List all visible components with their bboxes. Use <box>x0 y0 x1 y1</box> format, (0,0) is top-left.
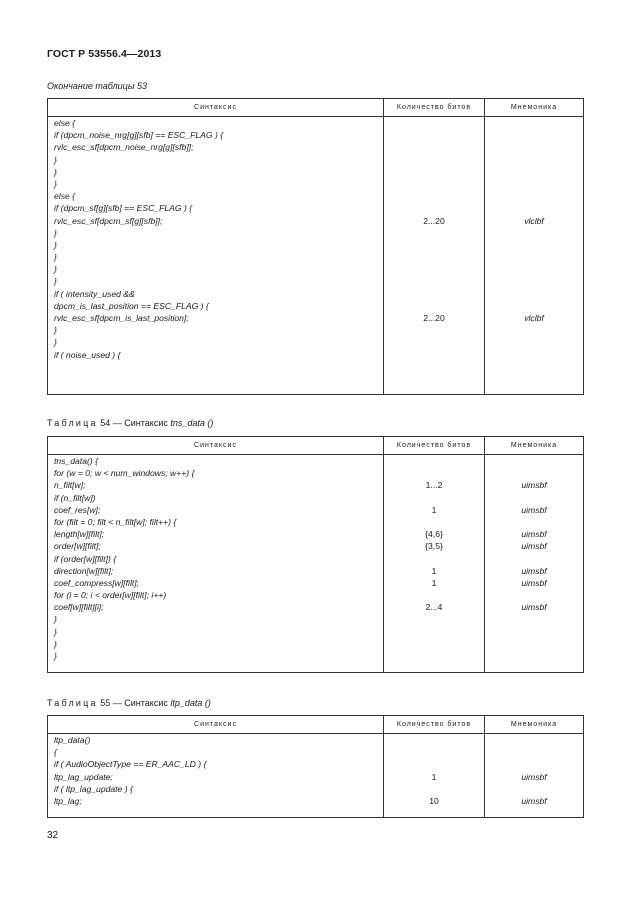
document-header: ГОСТ Р 53556.4—2013 <box>47 48 162 60</box>
table55-caption-prefix: Таблица <box>47 698 98 708</box>
mnemonic-value <box>485 455 583 467</box>
syntax-line: for (w = 0; w < num_windows; w++) { <box>54 468 195 479</box>
mnemonic-value <box>485 336 583 348</box>
table53-caption-text: Окончание таблицы 53 <box>47 81 147 91</box>
mnemonic-value: uimsbf <box>521 541 547 552</box>
mnemonic-value <box>485 117 583 129</box>
mnemonic-value <box>485 613 583 625</box>
bits-value <box>384 129 484 141</box>
table54-caption-dash: — Синтаксис <box>112 418 168 428</box>
bits-value <box>384 239 484 251</box>
bits-value: 2...20 <box>423 215 445 226</box>
table54-caption-prefix: Таблица <box>47 418 98 428</box>
mnemonic-value <box>485 190 583 202</box>
bits-value <box>384 178 484 190</box>
syntax-line: } <box>54 154 57 165</box>
bits-value <box>384 202 484 214</box>
bits-value <box>384 263 484 275</box>
bits-cell <box>384 734 485 818</box>
mnemonic-value <box>485 141 583 153</box>
bits-value: 2...20 <box>423 313 445 323</box>
syntax-line: n_filt[w]; <box>54 480 86 491</box>
mnemonic-value <box>485 263 583 275</box>
syntax-cell <box>48 455 384 673</box>
syntax-line: length[w][filt]; <box>54 529 105 540</box>
column-header-bits: Количество битов <box>384 99 485 117</box>
bits-value: 2...4 <box>425 602 443 613</box>
syntax-line: if (order[w][filt]) { <box>54 553 117 564</box>
syntax-line: if (dpcm_sf[g][sfb] == ESC_FLAG ) { <box>54 203 193 214</box>
bits-value: 1 <box>431 504 437 515</box>
syntax-line: } <box>54 252 57 263</box>
mnemonic-value <box>485 129 583 141</box>
mnemonic-value <box>485 251 583 263</box>
mnemonic-value <box>485 202 583 214</box>
bits-value <box>384 467 484 479</box>
syntax-line: } <box>54 325 57 336</box>
syntax-line: } <box>54 166 57 177</box>
bits-value: {4,6} <box>425 529 443 540</box>
mnemonic-value: vlclbf <box>524 215 544 226</box>
bits-value <box>384 516 484 528</box>
column-header-mnemonic: Мнемоника <box>485 437 584 455</box>
syntax-line: if (dpcm_noise_nrg[g][sfb] == ESC_FLAG ) { <box>54 130 224 141</box>
syntax-line: if ( ltp_lag_update ) { <box>54 783 133 794</box>
syntax-line: order[w][filt]; <box>54 541 101 552</box>
mnemonic-value <box>485 516 583 528</box>
syntax-line: coef[w][filt][i]; <box>54 602 104 613</box>
table54-caption-func: tns_data () <box>170 418 214 428</box>
bits-value: {3,5} <box>425 541 443 552</box>
syntax-line: ltp_lag; <box>54 795 82 806</box>
bits-value <box>384 275 484 287</box>
column-header-syntax: Синтаксис <box>48 437 384 455</box>
column-header-syntax: Синтаксис <box>48 716 384 734</box>
syntax-line: } <box>54 638 57 649</box>
mnemonic-value <box>485 626 583 638</box>
syntax-line: { <box>54 747 57 758</box>
table55-caption-number: 55 <box>100 698 111 708</box>
mnemonic-value <box>485 154 583 166</box>
syntax-line: coef_res[w]; <box>54 504 101 515</box>
mnemonic-value: uimsbf <box>521 480 547 491</box>
bits-value <box>384 758 484 770</box>
syntax-cell <box>48 734 384 818</box>
table55-caption <box>47 698 211 708</box>
bits-value <box>384 626 484 638</box>
syntax-line: } <box>54 651 57 661</box>
bits-value <box>384 613 484 625</box>
table-55 <box>47 715 584 818</box>
mnemonic-value: uimsbf <box>521 771 547 782</box>
table54-caption <box>47 418 213 428</box>
bits-value <box>384 227 484 239</box>
bits-value: 1...2 <box>425 480 443 491</box>
syntax-line: rvlc_esc_sf[dpcm_sf[g][sfb]]; <box>54 215 163 226</box>
syntax-line: for (filt = 0; filt < n_filt[w]; filt++) { <box>54 516 177 527</box>
syntax-line: } <box>54 614 57 625</box>
table53-caption <box>47 81 147 91</box>
syntax-line: tns_data() { <box>54 456 98 466</box>
syntax-line: dpcm_is_last_position == ESC_FLAG ) { <box>54 300 209 311</box>
mnemonic-value <box>485 178 583 190</box>
bits-value: 1 <box>431 577 437 588</box>
mnemonic-value <box>485 349 583 361</box>
mnemonic-value: uimsbf <box>521 504 547 515</box>
bits-value: 1 <box>431 565 437 576</box>
bits-value <box>384 553 484 565</box>
table-54 <box>47 436 584 673</box>
syntax-line: } <box>54 337 57 348</box>
table55-caption-func: ltp_data () <box>170 698 211 708</box>
syntax-line: for (i = 0; i < order[w][filt]; i++) <box>54 590 167 601</box>
syntax-line: ltp_data() <box>54 735 91 745</box>
mnemonic-value <box>485 650 583 662</box>
mnemonic-value <box>485 638 583 650</box>
mnemonic-cell <box>485 734 584 818</box>
mnemonic-value <box>485 275 583 287</box>
syntax-line: if ( noise_used ) { <box>54 349 121 360</box>
bits-value <box>384 141 484 153</box>
mnemonic-value <box>485 553 583 565</box>
bits-value <box>384 783 484 795</box>
mnemonic-value <box>485 227 583 239</box>
bits-value <box>384 746 484 758</box>
mnemonic-value <box>485 589 583 601</box>
bits-value <box>384 589 484 601</box>
table55-caption-dash: — Синтаксис <box>112 698 168 708</box>
bits-value <box>384 300 484 312</box>
mnemonic-value: uimsbf <box>521 529 547 540</box>
column-header-mnemonic: Мнемоника <box>485 716 584 734</box>
syntax-line: } <box>54 264 57 275</box>
bits-value: 10 <box>429 795 439 806</box>
syntax-line: coef_compress[w][filt]; <box>54 577 140 588</box>
bits-value <box>384 324 484 336</box>
syntax-line: if ( AudioObjectType == ER_AAC_LD ) { <box>54 759 207 770</box>
bits-value: 1 <box>431 771 437 782</box>
bits-value <box>384 349 484 361</box>
syntax-line: if ( intensity_used && <box>54 288 135 299</box>
syntax-line: } <box>54 626 57 637</box>
syntax-line: } <box>54 178 57 189</box>
syntax-line: rvlc_esc_sf[dpcm_is_last_position]; <box>54 313 189 323</box>
syntax-cell <box>48 117 384 395</box>
mnemonic-value: vlclbf <box>524 313 544 323</box>
bits-value <box>384 492 484 504</box>
bits-value <box>384 650 484 662</box>
bits-value <box>384 734 484 746</box>
mnemonic-value <box>485 300 583 312</box>
column-header-mnemonic: Мнемоника <box>485 99 584 117</box>
mnemonic-value <box>485 758 583 770</box>
mnemonic-value <box>485 239 583 251</box>
syntax-line: direction[w][filt]; <box>54 565 114 576</box>
bits-value <box>384 638 484 650</box>
syntax-line: } <box>54 239 57 250</box>
bits-value <box>384 336 484 348</box>
page-number: 32 <box>47 830 59 841</box>
mnemonic-cell <box>485 117 584 395</box>
bits-value <box>384 117 484 129</box>
mnemonic-value: uimsbf <box>521 602 547 613</box>
bits-value <box>384 154 484 166</box>
syntax-line: } <box>54 276 57 287</box>
mnemonic-cell <box>485 455 584 673</box>
syntax-line: ltp_lag_update; <box>54 771 113 782</box>
syntax-line: } <box>54 227 57 238</box>
mnemonic-value <box>485 783 583 795</box>
column-header-bits: Количество битов <box>384 716 485 734</box>
column-header-bits: Количество битов <box>384 437 485 455</box>
bits-value <box>384 166 484 178</box>
mnemonic-value <box>485 324 583 336</box>
table-53 <box>47 98 584 395</box>
table54-caption-number: 54 <box>100 418 111 428</box>
syntax-line: rvlc_esc_sf[dpcm_noise_nrg[g][sfb]]; <box>54 142 194 153</box>
syntax-line: if (n_filt[w]) <box>54 492 96 503</box>
syntax-line: else { <box>54 118 76 128</box>
mnemonic-value: uimsbf <box>521 577 547 588</box>
column-header-syntax: Синтаксис <box>48 99 384 117</box>
bits-value <box>384 190 484 202</box>
mnemonic-value <box>485 288 583 300</box>
bits-value <box>384 288 484 300</box>
mnemonic-value <box>485 166 583 178</box>
bits-cell <box>384 455 485 673</box>
syntax-line: else { <box>54 191 76 202</box>
bits-value <box>384 455 484 467</box>
bits-value <box>384 251 484 263</box>
mnemonic-value <box>485 746 583 758</box>
mnemonic-value <box>485 492 583 504</box>
mnemonic-value <box>485 467 583 479</box>
bits-cell <box>384 117 485 395</box>
mnemonic-value <box>485 734 583 746</box>
mnemonic-value: uimsbf <box>521 795 547 806</box>
mnemonic-value: uimsbf <box>521 565 547 576</box>
